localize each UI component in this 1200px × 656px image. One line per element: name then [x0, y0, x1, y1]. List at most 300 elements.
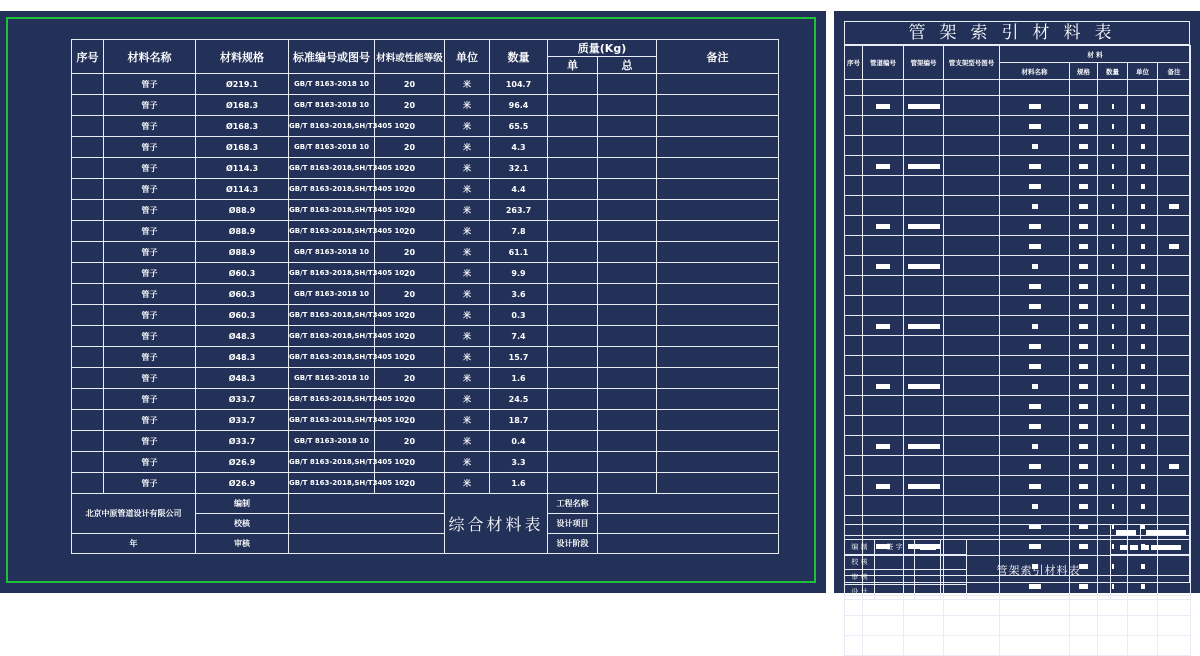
mat-remark-cell	[1158, 255, 1191, 275]
weight-total-cell	[598, 137, 657, 158]
grade-cell: 20	[375, 284, 445, 305]
index-row	[845, 415, 1191, 435]
seq-cell	[72, 410, 104, 431]
table-row	[72, 221, 779, 242]
grade-cell: 20	[375, 179, 445, 200]
support-drawing-cell	[944, 175, 1000, 195]
qty-cell: 7.8	[490, 221, 548, 242]
mat-spec-cell	[1070, 475, 1098, 495]
spec-cell: Ø60.3	[196, 263, 289, 284]
tb-r2-c2	[875, 555, 915, 570]
mat-qty-cell	[1098, 415, 1128, 435]
mat-spec-cell	[1070, 495, 1098, 515]
seq-cell	[845, 355, 863, 375]
design-project-value	[598, 514, 779, 534]
spec-cell: Ø88.9	[196, 221, 289, 242]
tb-r1-c3	[915, 540, 941, 555]
weight-unit-cell	[548, 389, 598, 410]
seq-cell	[845, 635, 863, 655]
mat-qty-cell	[1098, 635, 1128, 655]
table-row	[72, 284, 779, 305]
spec-cell: Ø48.3	[196, 347, 289, 368]
unit-cell: 米	[445, 473, 490, 494]
mat-remark-cell	[1158, 95, 1191, 115]
spec-cell: Ø168.3	[196, 95, 289, 116]
mat-name-cell	[1000, 355, 1070, 375]
mat-spec-cell	[1070, 395, 1098, 415]
support-no-cell	[904, 275, 944, 295]
weight-total-cell	[598, 389, 657, 410]
qty-cell: 7.4	[490, 326, 548, 347]
tb-right-block	[1111, 555, 1191, 600]
qty-cell: 104.7	[490, 74, 548, 95]
weight-unit-cell	[548, 179, 598, 200]
r-header-pipe-no: 管道编号	[863, 46, 904, 80]
weight-total-cell	[598, 410, 657, 431]
seq-cell	[72, 95, 104, 116]
mat-remark-cell	[1158, 175, 1191, 195]
mat-name-cell	[1000, 395, 1070, 415]
grade-cell: 20	[375, 347, 445, 368]
header-weight: 质量(Kg)	[548, 40, 657, 57]
mat-qty-cell	[1098, 175, 1128, 195]
mat-unit-cell	[1128, 80, 1158, 96]
weight-total-cell	[598, 158, 657, 179]
mat-remark-cell	[1158, 275, 1191, 295]
standard-cell: GB/T 8163-2018,SH/T3405 10	[289, 389, 375, 410]
mat-spec-cell	[1070, 255, 1098, 275]
seq-cell	[845, 435, 863, 455]
qty-cell: 32.1	[490, 158, 548, 179]
seq-cell	[845, 415, 863, 435]
mat-unit-cell	[1128, 455, 1158, 475]
weight-total-cell	[598, 95, 657, 116]
grade-cell: 20	[375, 389, 445, 410]
name-cell: 管子	[104, 116, 196, 137]
pipe-no-cell	[863, 335, 904, 355]
standard-cell: GB/T 8163-2018 10	[289, 95, 375, 116]
support-drawing-cell	[944, 615, 1000, 635]
tb-r3-label: 审 核	[845, 570, 875, 585]
mat-name-cell	[1000, 95, 1070, 115]
support-no-cell	[904, 235, 944, 255]
pipe-no-cell	[863, 395, 904, 415]
remark-cell	[657, 368, 779, 389]
qty-cell: 96.4	[490, 95, 548, 116]
r-header-mat-remark: 备注	[1158, 63, 1191, 80]
standard-cell: GB/T 8163-2018,SH/T3405 10	[289, 347, 375, 368]
qty-cell: 1.6	[490, 473, 548, 494]
tb-r3-c3	[915, 570, 941, 585]
mat-name-cell	[1000, 195, 1070, 215]
standard-cell: GB/T 8163-2018,SH/T3405 10	[289, 116, 375, 137]
support-drawing-cell	[944, 215, 1000, 235]
mat-name-cell	[1000, 155, 1070, 175]
seq-cell	[72, 284, 104, 305]
tb-r4-c2	[875, 585, 915, 600]
mat-unit-cell	[1128, 195, 1158, 215]
standard-cell: GB/T 8163-2018,SH/T3405 10	[289, 263, 375, 284]
support-drawing-cell	[944, 275, 1000, 295]
mat-name-cell	[1000, 375, 1070, 395]
support-drawing-cell	[944, 95, 1000, 115]
table-row	[72, 137, 779, 158]
seq-cell	[845, 195, 863, 215]
mat-unit-cell	[1128, 475, 1158, 495]
index-row	[845, 275, 1191, 295]
sign-check-cell	[289, 514, 445, 534]
support-no-cell	[904, 255, 944, 275]
standard-cell: GB/T 8163-2018 10	[289, 242, 375, 263]
mat-spec-cell	[1070, 355, 1098, 375]
weight-total-cell	[598, 200, 657, 221]
grade-cell: 20	[375, 473, 445, 494]
seq-cell	[845, 175, 863, 195]
table-row	[72, 179, 779, 200]
support-drawing-cell	[944, 135, 1000, 155]
seq-cell	[845, 80, 863, 96]
mat-qty-cell	[1098, 80, 1128, 96]
remark-cell	[657, 158, 779, 179]
seq-cell	[72, 389, 104, 410]
standard-cell: GB/T 8163-2018,SH/T3405 10	[289, 200, 375, 221]
remark-cell	[657, 74, 779, 95]
index-row	[845, 455, 1191, 475]
r-header-mat-name: 材料名称	[1000, 63, 1070, 80]
header-unit: 单位	[445, 40, 490, 74]
support-no-cell	[904, 175, 944, 195]
pipe-no-cell	[863, 235, 904, 255]
seq-cell	[845, 255, 863, 275]
table-row	[72, 473, 779, 494]
mat-remark-cell	[1158, 495, 1191, 515]
seq-cell	[72, 431, 104, 452]
index-row	[845, 475, 1191, 495]
seq-cell	[845, 295, 863, 315]
standard-cell: GB/T 8163-2018,SH/T3405 10	[289, 410, 375, 431]
support-no-cell	[904, 115, 944, 135]
tb-r3-c2	[875, 570, 915, 585]
grade-cell: 20	[375, 326, 445, 347]
weight-unit-cell	[548, 326, 598, 347]
mat-name-cell	[1000, 415, 1070, 435]
pipe-no-cell	[863, 435, 904, 455]
support-drawing-cell	[944, 415, 1000, 435]
mat-unit-cell	[1128, 175, 1158, 195]
mat-remark-cell	[1158, 315, 1191, 335]
seq-cell	[845, 155, 863, 175]
mat-unit-cell	[1128, 275, 1158, 295]
mat-spec-cell	[1070, 455, 1098, 475]
design-project-label: 设计项目	[548, 514, 598, 534]
drawing-title: 综合材料表	[445, 494, 548, 554]
mat-name-cell	[1000, 335, 1070, 355]
standard-cell: GB/T 8163-2018,SH/T3405 10	[289, 305, 375, 326]
weight-unit-cell	[548, 95, 598, 116]
weight-unit-cell	[548, 284, 598, 305]
mat-remark-cell	[1158, 395, 1191, 415]
table-row	[72, 410, 779, 431]
mat-unit-cell	[1128, 395, 1158, 415]
mat-name-cell	[1000, 435, 1070, 455]
spec-cell: Ø168.3	[196, 116, 289, 137]
mat-name-cell	[1000, 635, 1070, 655]
weight-unit-cell	[548, 137, 598, 158]
grade-cell: 20	[375, 263, 445, 284]
remark-cell	[657, 452, 779, 473]
header-name: 材料名称	[104, 40, 196, 74]
index-row	[845, 95, 1191, 115]
mat-name-cell	[1000, 115, 1070, 135]
mat-remark-cell	[1158, 615, 1191, 635]
tb-r1-c4	[941, 540, 967, 555]
header-weight-unit: 单	[548, 57, 598, 74]
spec-cell: Ø48.3	[196, 368, 289, 389]
tb-r3-c4	[941, 570, 967, 585]
qty-cell: 3.6	[490, 284, 548, 305]
mat-qty-cell	[1098, 135, 1128, 155]
support-drawing-cell	[944, 255, 1000, 275]
mat-remark-cell	[1158, 355, 1191, 375]
mat-unit-cell	[1128, 255, 1158, 275]
sign-check-label: 校核	[196, 514, 289, 534]
standard-cell: GB/T 8163-2018,SH/T3405 10	[289, 326, 375, 347]
qty-cell: 4.3	[490, 137, 548, 158]
unit-cell: 米	[445, 305, 490, 326]
mat-qty-cell	[1098, 355, 1128, 375]
mat-qty-cell	[1098, 435, 1128, 455]
index-row	[845, 215, 1191, 235]
seq-cell	[845, 215, 863, 235]
qty-cell: 61.1	[490, 242, 548, 263]
remark-cell	[657, 137, 779, 158]
unit-cell: 米	[445, 158, 490, 179]
support-drawing-cell	[944, 315, 1000, 335]
tb-title: 管架索引材料表	[967, 540, 1111, 600]
table-row	[72, 95, 779, 116]
mat-qty-cell	[1098, 455, 1128, 475]
mat-spec-cell	[1070, 215, 1098, 235]
support-no-cell	[904, 615, 944, 635]
unit-cell: 米	[445, 74, 490, 95]
name-cell: 管子	[104, 326, 196, 347]
mat-spec-cell	[1070, 95, 1098, 115]
unit-cell: 米	[445, 431, 490, 452]
mat-unit-cell	[1128, 215, 1158, 235]
unit-cell: 米	[445, 368, 490, 389]
r-header-support-no: 管架编号	[904, 46, 944, 80]
grade-cell: 20	[375, 410, 445, 431]
support-index-drawing	[834, 11, 1200, 596]
index-row	[845, 375, 1191, 395]
material-table-drawing	[0, 11, 826, 593]
remark-cell	[657, 410, 779, 431]
seq-cell	[845, 475, 863, 495]
mat-spec-cell	[1070, 195, 1098, 215]
name-cell: 管子	[104, 137, 196, 158]
pipe-no-cell	[863, 95, 904, 115]
weight-total-cell	[598, 116, 657, 137]
mat-name-cell	[1000, 495, 1070, 515]
design-stage-value	[598, 534, 779, 554]
header-qty: 数量	[490, 40, 548, 74]
seq-cell	[72, 74, 104, 95]
weight-unit-cell	[548, 263, 598, 284]
spec-cell: Ø219.1	[196, 74, 289, 95]
tb-r2-c4	[941, 555, 967, 570]
index-row	[845, 155, 1191, 175]
mat-spec-cell	[1070, 135, 1098, 155]
weight-total-cell	[598, 473, 657, 494]
weight-total-cell	[598, 347, 657, 368]
mat-spec-cell	[1070, 235, 1098, 255]
qty-cell: 263.7	[490, 200, 548, 221]
standard-cell: GB/T 8163-2018 10	[289, 74, 375, 95]
seq-cell	[845, 115, 863, 135]
mat-name-cell	[1000, 275, 1070, 295]
header-weight-total: 总	[598, 57, 657, 74]
unit-cell: 米	[445, 200, 490, 221]
remark-cell	[657, 221, 779, 242]
tb-r2-c3	[915, 555, 941, 570]
pipe-no-cell	[863, 355, 904, 375]
spec-cell: Ø60.3	[196, 284, 289, 305]
tb-r1-label: 编 制	[845, 540, 875, 555]
pipe-no-cell	[863, 215, 904, 235]
remark-cell	[657, 431, 779, 452]
unit-cell: 米	[445, 326, 490, 347]
weight-unit-cell	[548, 452, 598, 473]
mat-qty-cell	[1098, 195, 1128, 215]
spec-cell: Ø60.3	[196, 305, 289, 326]
mat-remark-cell	[1158, 335, 1191, 355]
mat-spec-cell	[1070, 435, 1098, 455]
name-cell: 管子	[104, 347, 196, 368]
mat-remark-cell	[1158, 195, 1191, 215]
mat-name-cell	[1000, 455, 1070, 475]
remark-cell	[657, 389, 779, 410]
weight-total-cell	[598, 452, 657, 473]
index-row	[845, 635, 1191, 655]
seq-cell	[845, 495, 863, 515]
mat-qty-cell	[1098, 315, 1128, 335]
support-drawing-cell	[944, 635, 1000, 655]
standard-cell: GB/T 8163-2018,SH/T3405 10	[289, 179, 375, 200]
name-cell: 管子	[104, 200, 196, 221]
support-drawing-cell	[944, 115, 1000, 135]
grade-cell: 20	[375, 74, 445, 95]
support-drawing-cell	[944, 395, 1000, 415]
mat-remark-cell	[1158, 475, 1191, 495]
support-no-cell	[904, 80, 944, 96]
remark-cell	[657, 473, 779, 494]
pipe-no-cell	[863, 475, 904, 495]
name-cell: 管子	[104, 95, 196, 116]
tb-r1-sign: 签 字	[875, 540, 915, 555]
table-row	[72, 263, 779, 284]
seq-cell	[845, 135, 863, 155]
index-row	[845, 495, 1191, 515]
seq-cell	[72, 221, 104, 242]
support-no-cell	[904, 95, 944, 115]
material-table	[71, 39, 779, 554]
project-name-label: 工程名称	[548, 494, 598, 514]
seq-cell	[72, 116, 104, 137]
pipe-no-cell	[863, 415, 904, 435]
mat-name-cell	[1000, 475, 1070, 495]
remark-cell	[657, 263, 779, 284]
sign-draw-cell	[289, 494, 445, 514]
mat-spec-cell	[1070, 175, 1098, 195]
mat-spec-cell	[1070, 115, 1098, 135]
mat-unit-cell	[1128, 635, 1158, 655]
grade-cell: 20	[375, 452, 445, 473]
standard-cell: GB/T 8163-2018 10	[289, 284, 375, 305]
grade-cell: 20	[375, 305, 445, 326]
support-no-cell	[904, 315, 944, 335]
mat-qty-cell	[1098, 95, 1128, 115]
name-cell: 管子	[104, 179, 196, 200]
support-no-cell	[904, 295, 944, 315]
mat-name-cell	[1000, 615, 1070, 635]
name-cell: 管子	[104, 410, 196, 431]
mat-qty-cell	[1098, 395, 1128, 415]
unit-cell: 米	[445, 95, 490, 116]
seq-cell	[845, 95, 863, 115]
spec-cell: Ø114.3	[196, 158, 289, 179]
mat-qty-cell	[1098, 155, 1128, 175]
index-row	[845, 435, 1191, 455]
name-cell: 管子	[104, 74, 196, 95]
spec-cell: Ø33.7	[196, 410, 289, 431]
seq-cell	[72, 452, 104, 473]
pipe-no-cell	[863, 115, 904, 135]
mat-unit-cell	[1128, 295, 1158, 315]
mat-qty-cell	[1098, 375, 1128, 395]
weight-unit-cell	[548, 431, 598, 452]
r-header-support-drawing: 管支架型号图号	[944, 46, 1000, 80]
mat-qty-cell	[1098, 235, 1128, 255]
seq-cell	[72, 305, 104, 326]
header-seq: 序号	[72, 40, 104, 74]
index-row	[845, 115, 1191, 135]
spec-cell: Ø33.7	[196, 389, 289, 410]
mat-name-cell	[1000, 235, 1070, 255]
unit-cell: 米	[445, 389, 490, 410]
mat-unit-cell	[1128, 155, 1158, 175]
mat-name-cell	[1000, 80, 1070, 96]
r-header-mat-qty: 数量	[1098, 63, 1128, 80]
mat-spec-cell	[1070, 635, 1098, 655]
header-remark: 备注	[657, 40, 779, 74]
index-row	[845, 615, 1191, 635]
name-cell: 管子	[104, 431, 196, 452]
mat-unit-cell	[1128, 335, 1158, 355]
pipe-no-cell	[863, 635, 904, 655]
standard-cell: GB/T 8163-2018 10	[289, 431, 375, 452]
weight-unit-cell	[548, 347, 598, 368]
support-no-cell	[904, 395, 944, 415]
index-row	[845, 175, 1191, 195]
seq-cell	[72, 137, 104, 158]
tb-top-right	[1141, 525, 1191, 540]
mat-spec-cell	[1070, 615, 1098, 635]
weight-total-cell	[598, 263, 657, 284]
support-no-cell	[904, 415, 944, 435]
standard-cell: GB/T 8163-2018 10	[289, 368, 375, 389]
remark-cell	[657, 179, 779, 200]
pipe-no-cell	[863, 615, 904, 635]
